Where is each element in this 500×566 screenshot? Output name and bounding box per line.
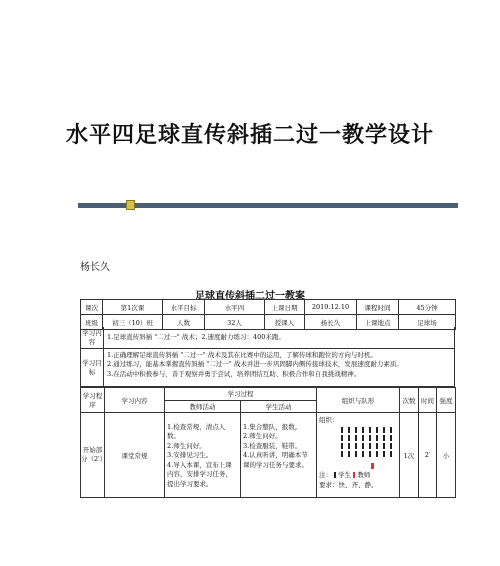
org-note [319,471,378,491]
teacher-item: 3.安排见习生。 [167,451,213,460]
formation-row [341,443,401,451]
teacher-activities [165,413,241,498]
student-formation [341,427,401,459]
student-icon [362,435,364,441]
learning-content-label: 学习内容 [81,327,104,348]
org-label: 组织： [319,416,339,424]
info-cell: 水平四 [205,300,265,315]
header-student: 学生活动 [241,400,317,413]
time-cell: 2′ [419,413,437,498]
student-icon [390,443,392,449]
student-icon [341,435,343,441]
student-activities [241,413,317,498]
info-cell: 45分钟 [399,300,456,315]
info-cell: 32人 [205,315,265,330]
student-icon [355,443,357,449]
author-name: 杨长久 [80,262,110,273]
header-content: 学习内容 [105,388,165,413]
header-times: 次数 [400,388,419,413]
note-student: 学生 [338,471,352,479]
student-icon [369,443,371,449]
student-item: 2.师生问好。 [243,432,282,441]
info-cell: 初三（10）班 [103,315,163,330]
student-icon [390,451,392,457]
goal-item: 1.正确理解足球直传斜插 "二过一" 战术及其在比赛中的运用，了解传球和跑位的方向与时机。 [107,351,377,359]
formation-diagram [317,413,399,497]
info-cell: 杨长久 [305,315,357,330]
teacher-item: 1.检查常规，清点人数。 [167,423,226,441]
student-icon [383,427,385,433]
student-icon [341,451,343,457]
student-item: 1.集合整队，报数。 [243,423,302,431]
document-title: 水平四足球直传斜插二过一教学设计 [65,122,434,148]
student-icon [341,443,343,449]
info-cell: 水平目标 [163,300,205,315]
organization-cell [317,413,400,498]
info-cell: 课次 [81,300,103,315]
info-row [81,300,456,315]
student-icon [341,427,343,433]
student-icon [369,435,371,441]
info-cell: 班级 [81,315,103,330]
student-icon [362,451,364,457]
goal-item: 2.通过练习，能基本掌握直传斜插 "二过一" 战术并进一步巩固脚内侧传接球技术，发展速度耐力素质。 [107,360,403,369]
header-teacher: 教师活动 [165,400,241,413]
note-prefix: 注： [319,471,332,479]
student-icon [390,427,392,433]
student-item: 3.检查服装，鞋带。 [243,441,302,450]
org-requirement: 要求：快、齐、静。 [319,480,378,489]
header-org: 组织与队形 [317,388,400,413]
times-cell: 1次 [400,413,419,498]
student-icon [369,451,371,457]
teacher-item: 2.师生问好。 [167,441,206,450]
teacher-legend-icon [353,472,355,478]
student-icon [355,435,357,441]
student-icon [348,443,350,449]
document-icon [126,200,135,210]
header-row [81,388,456,401]
intensity-cell: 小 [437,413,456,498]
teacher-item: 4.导入本课，宣布上课内容，安排学习任务，提出学习要求。 [167,460,232,488]
info-cell: 足球场 [399,315,456,330]
lesson-info-table [80,299,456,330]
student-icon [383,443,385,449]
student-icon [383,435,385,441]
student-icon [390,435,392,441]
process-row [81,413,456,498]
header-program: 学习程序 [81,388,105,413]
goal-item: 3.在活动中积极参与，善于观察并勇于尝试，培养团结互助、积极合作和自我挑战精神。 [107,369,361,378]
info-cell: 课程时间 [357,300,399,315]
info-cell: 授课人 [265,315,305,330]
learning-process-table [80,387,456,498]
student-icon [348,427,350,433]
student-icon [376,435,378,441]
student-icon [369,427,371,433]
student-icon [355,451,357,457]
student-legend-icon [334,472,336,478]
student-icon [376,443,378,449]
stage-cell: 开始部分（2′） [81,413,105,498]
info-cell: 2019.12.10 [305,300,357,315]
learning-goals-label: 学习目标 [81,349,104,386]
header-time: 时间 [419,388,437,413]
lesson-plan-title: 足球直传斜插二过一教案 [195,291,305,302]
learning-goals-section [80,349,455,387]
student-icon [376,451,378,457]
learning-goals-list [107,351,452,379]
info-cell: 第1次课 [103,300,163,315]
student-icon [348,451,350,457]
student-icon [355,427,357,433]
title-divider [78,203,458,208]
note-teacher: 教师 [357,471,371,479]
student-item: 4.认真听讲，明确本节课的学习任务与要求。 [243,451,308,469]
content-cell: 课堂常规 [105,413,165,498]
student-icon [348,435,350,441]
teacher-icon [371,463,374,469]
header-process: 学习过程 [165,388,317,401]
formation-row [341,435,401,443]
info-cell: 上课日期 [265,300,305,315]
formation-row [341,427,401,435]
student-icon [362,443,364,449]
learning-content-section [80,327,455,349]
learning-content-text: 1.足球直传斜插 "二过一" 战术；2.速度耐力练习：400米跑。 [107,333,285,341]
student-icon [362,427,364,433]
formation-row [341,451,401,459]
header-intensity: 强度 [437,388,456,413]
student-icon [383,451,385,457]
info-cell: 人数 [163,315,205,330]
student-icon [376,427,378,433]
info-cell: 上课地点 [357,315,399,330]
